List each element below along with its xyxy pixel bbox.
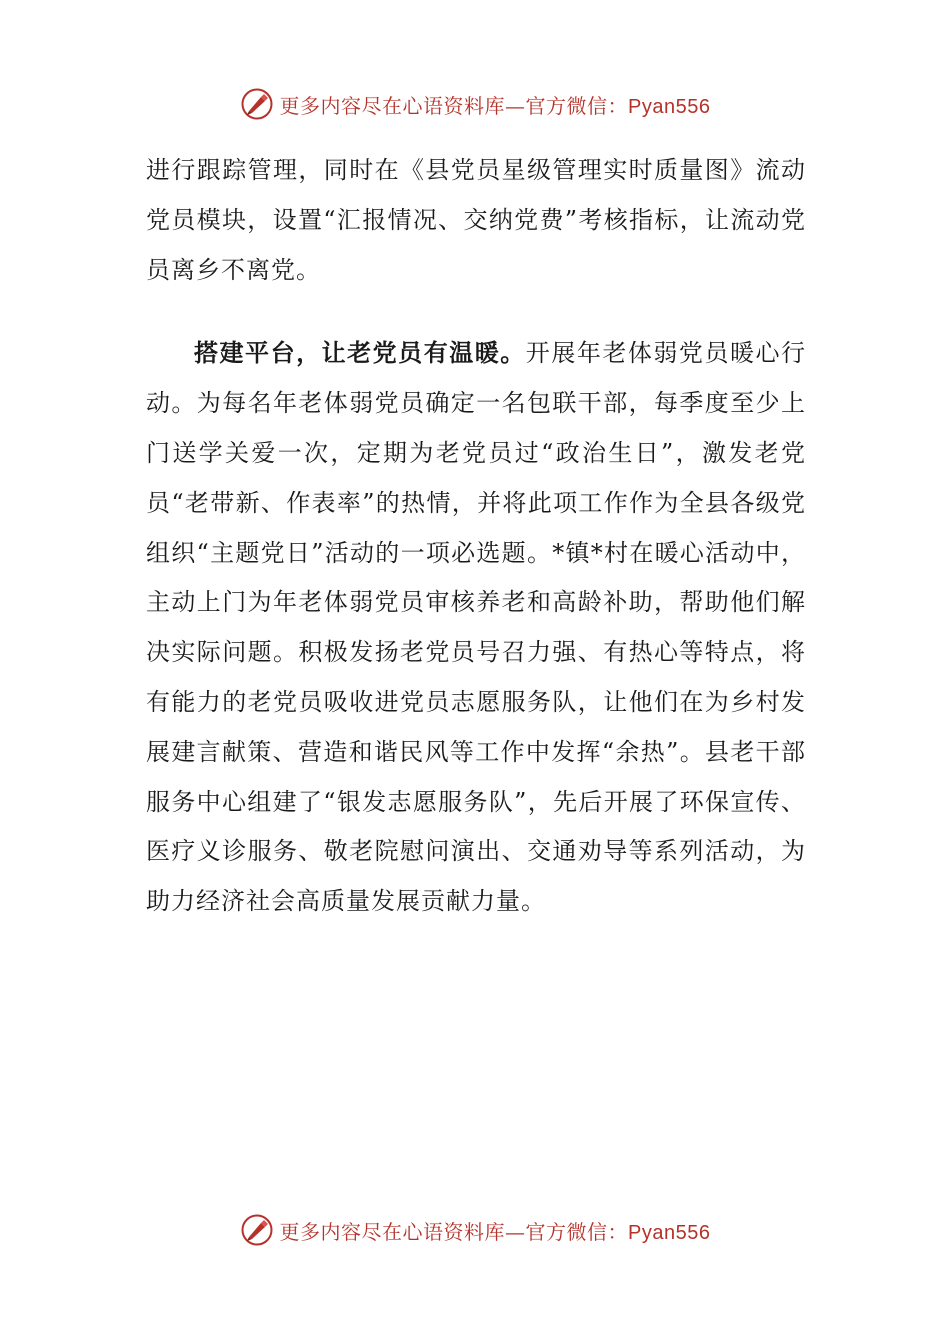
header-banner <box>0 84 950 124</box>
pen-nib-logo-icon <box>240 1213 274 1247</box>
document-body <box>146 146 806 927</box>
footer-banner-text: 更多内容尽在心语资料库—官方微信：Pyan556 <box>279 1219 711 1244</box>
paragraph-text: 开展年老体弱党员暖心行动。为每名年老体弱党员确定一名包联干部，每季度至少上门送学关爱一次，定期为老党员过“政治生日”，激发老党员“老带新、作表率”的热情，并将此项工作作为全县各级党组织“主题党日”活动的一项必选题。*镇*村在暖心活动中，主动上门为年老体弱党员审核养老和高龄补助，帮助他们解决实际问题。积极发扬老党员号召力强、有热心等特点，将有能力的老党员吸收进党员志愿服务队，让他们在为乡村发展建言献策、营造和谐民风等工作中发挥“余热”。县老干部服务中心组建了“银发志愿服务队”，先后开展了环保宣传、医疗义诊服务、敬老院慰问演出、交通劝导等系列活动，为助力经济社会高质量发展贡献力量。 <box>146 339 807 916</box>
footer-banner <box>0 1210 950 1250</box>
paragraph-continuation: 进行跟踪管理，同时在《县党员星级管理实时质量图》流动党员模块，设置“汇报情况、交纳党费”考核指标，让流动党员离乡不离党。 <box>146 156 806 284</box>
paragraph-heading: 搭建平台，让老党员有温暖。 <box>194 339 526 368</box>
pen-nib-logo-icon <box>240 87 274 121</box>
header-banner-text: 更多内容尽在心语资料库—官方微信：Pyan556 <box>279 93 711 118</box>
paragraph-warmth <box>146 329 806 927</box>
